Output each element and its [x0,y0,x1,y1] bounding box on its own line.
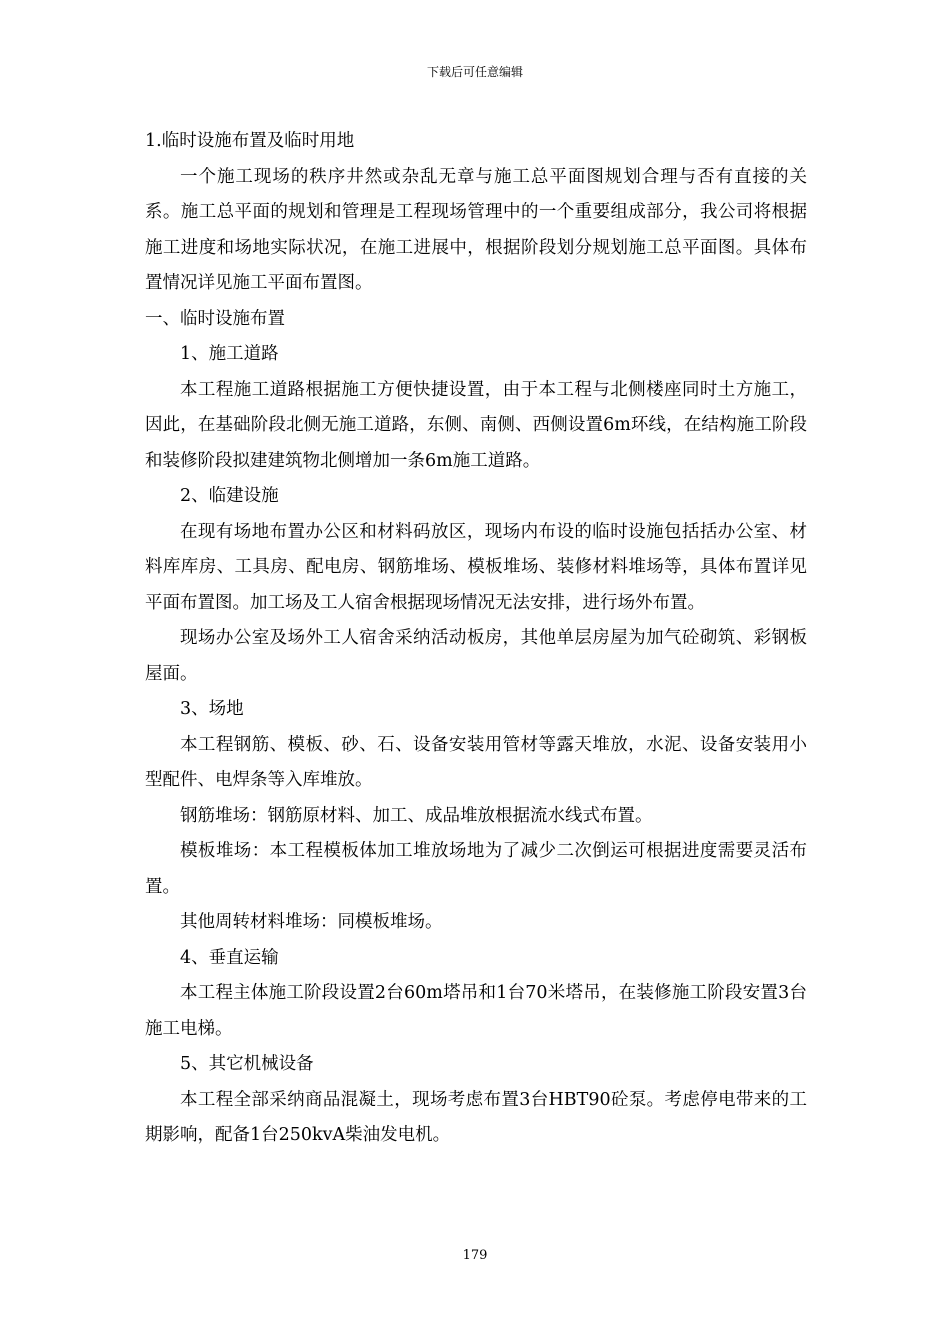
paragraph: 现场办公室及场外工人宿舍采纳活动板房，其他单层房屋为加气砼砌筑、彩钢板屋面。 [145,628,807,684]
paragraph: 本工程钢筋、模板、砂、石、设备安装用管材等露天堆放，水泥、设备安装用小型配件、电焊条等入库堆放。 [145,734,807,790]
subsection-heading: 3、场地 [180,699,244,719]
page-number: 179 [462,1248,488,1263]
paragraph: 一个施工现场的秩序井然或杂乱无章与施工总平面图规划合理与否有直接的关系。施工总平面的规划和管理是工程现场管理中的一个重要组成部分，我公司将根据施工进度和场地实际状况，在施工进展中，根据阶段划分规划施工总平面图。具体布置情况详见施工平面布置图。 [145,166,807,293]
document-body [145,124,807,1154]
section-heading: 一、临时设施布置 [145,308,285,329]
paragraph: 在现有场地布置办公区和材料码放区，现场内布设的临时设施包括括办公室、材料库库房、工具房、配电房、钢筋堆场、模板堆场、装修材料堆场等，具体布置详见平面布置图。加工场及工人宿舍根据现场情况无法安排，进行场外布置。 [145,521,807,613]
paragraph: 钢筋堆场：钢筋原材料、加工、成品堆放根据流水线式布置。 [180,805,653,826]
section-title: 1.临时设施布置及临时用地 [145,131,355,151]
paragraph: 模板堆场：本工程模板体加工堆放场地为了减少二次倒运可根据进度需要灵活布置。 [145,841,807,897]
subsection-heading: 2、临建设施 [180,486,279,506]
paragraph: 其他周转材料堆场：同模板堆场。 [180,912,443,932]
subsection-heading: 1、施工道路 [180,344,279,364]
paragraph: 本工程全部采纳商品混凝土，现场考虑布置3台HBT90砼泵。考虑停电带来的工期影响，配备1台250kvA柴油发电机。 [145,1089,807,1145]
page-header: 下载后可任意编辑 [426,65,523,79]
subsection-heading: 5、其它机械设备 [180,1054,314,1074]
subsection-heading: 4、垂直运输 [180,947,279,968]
paragraph: 本工程施工道路根据施工方便快捷设置，由于本工程与北侧楼座同时土方施工，因此，在基础阶段北侧无施工道路，东侧、南侧、西侧设置6m环线，在结构施工阶段和装修阶段拟建建筑物北侧增加一条6m施工道路。 [145,379,807,471]
paragraph: 本工程主体施工阶段设置2台60m塔吊和1台70米塔吊，在装修施工阶段安置3台施工电梯。 [145,983,807,1039]
